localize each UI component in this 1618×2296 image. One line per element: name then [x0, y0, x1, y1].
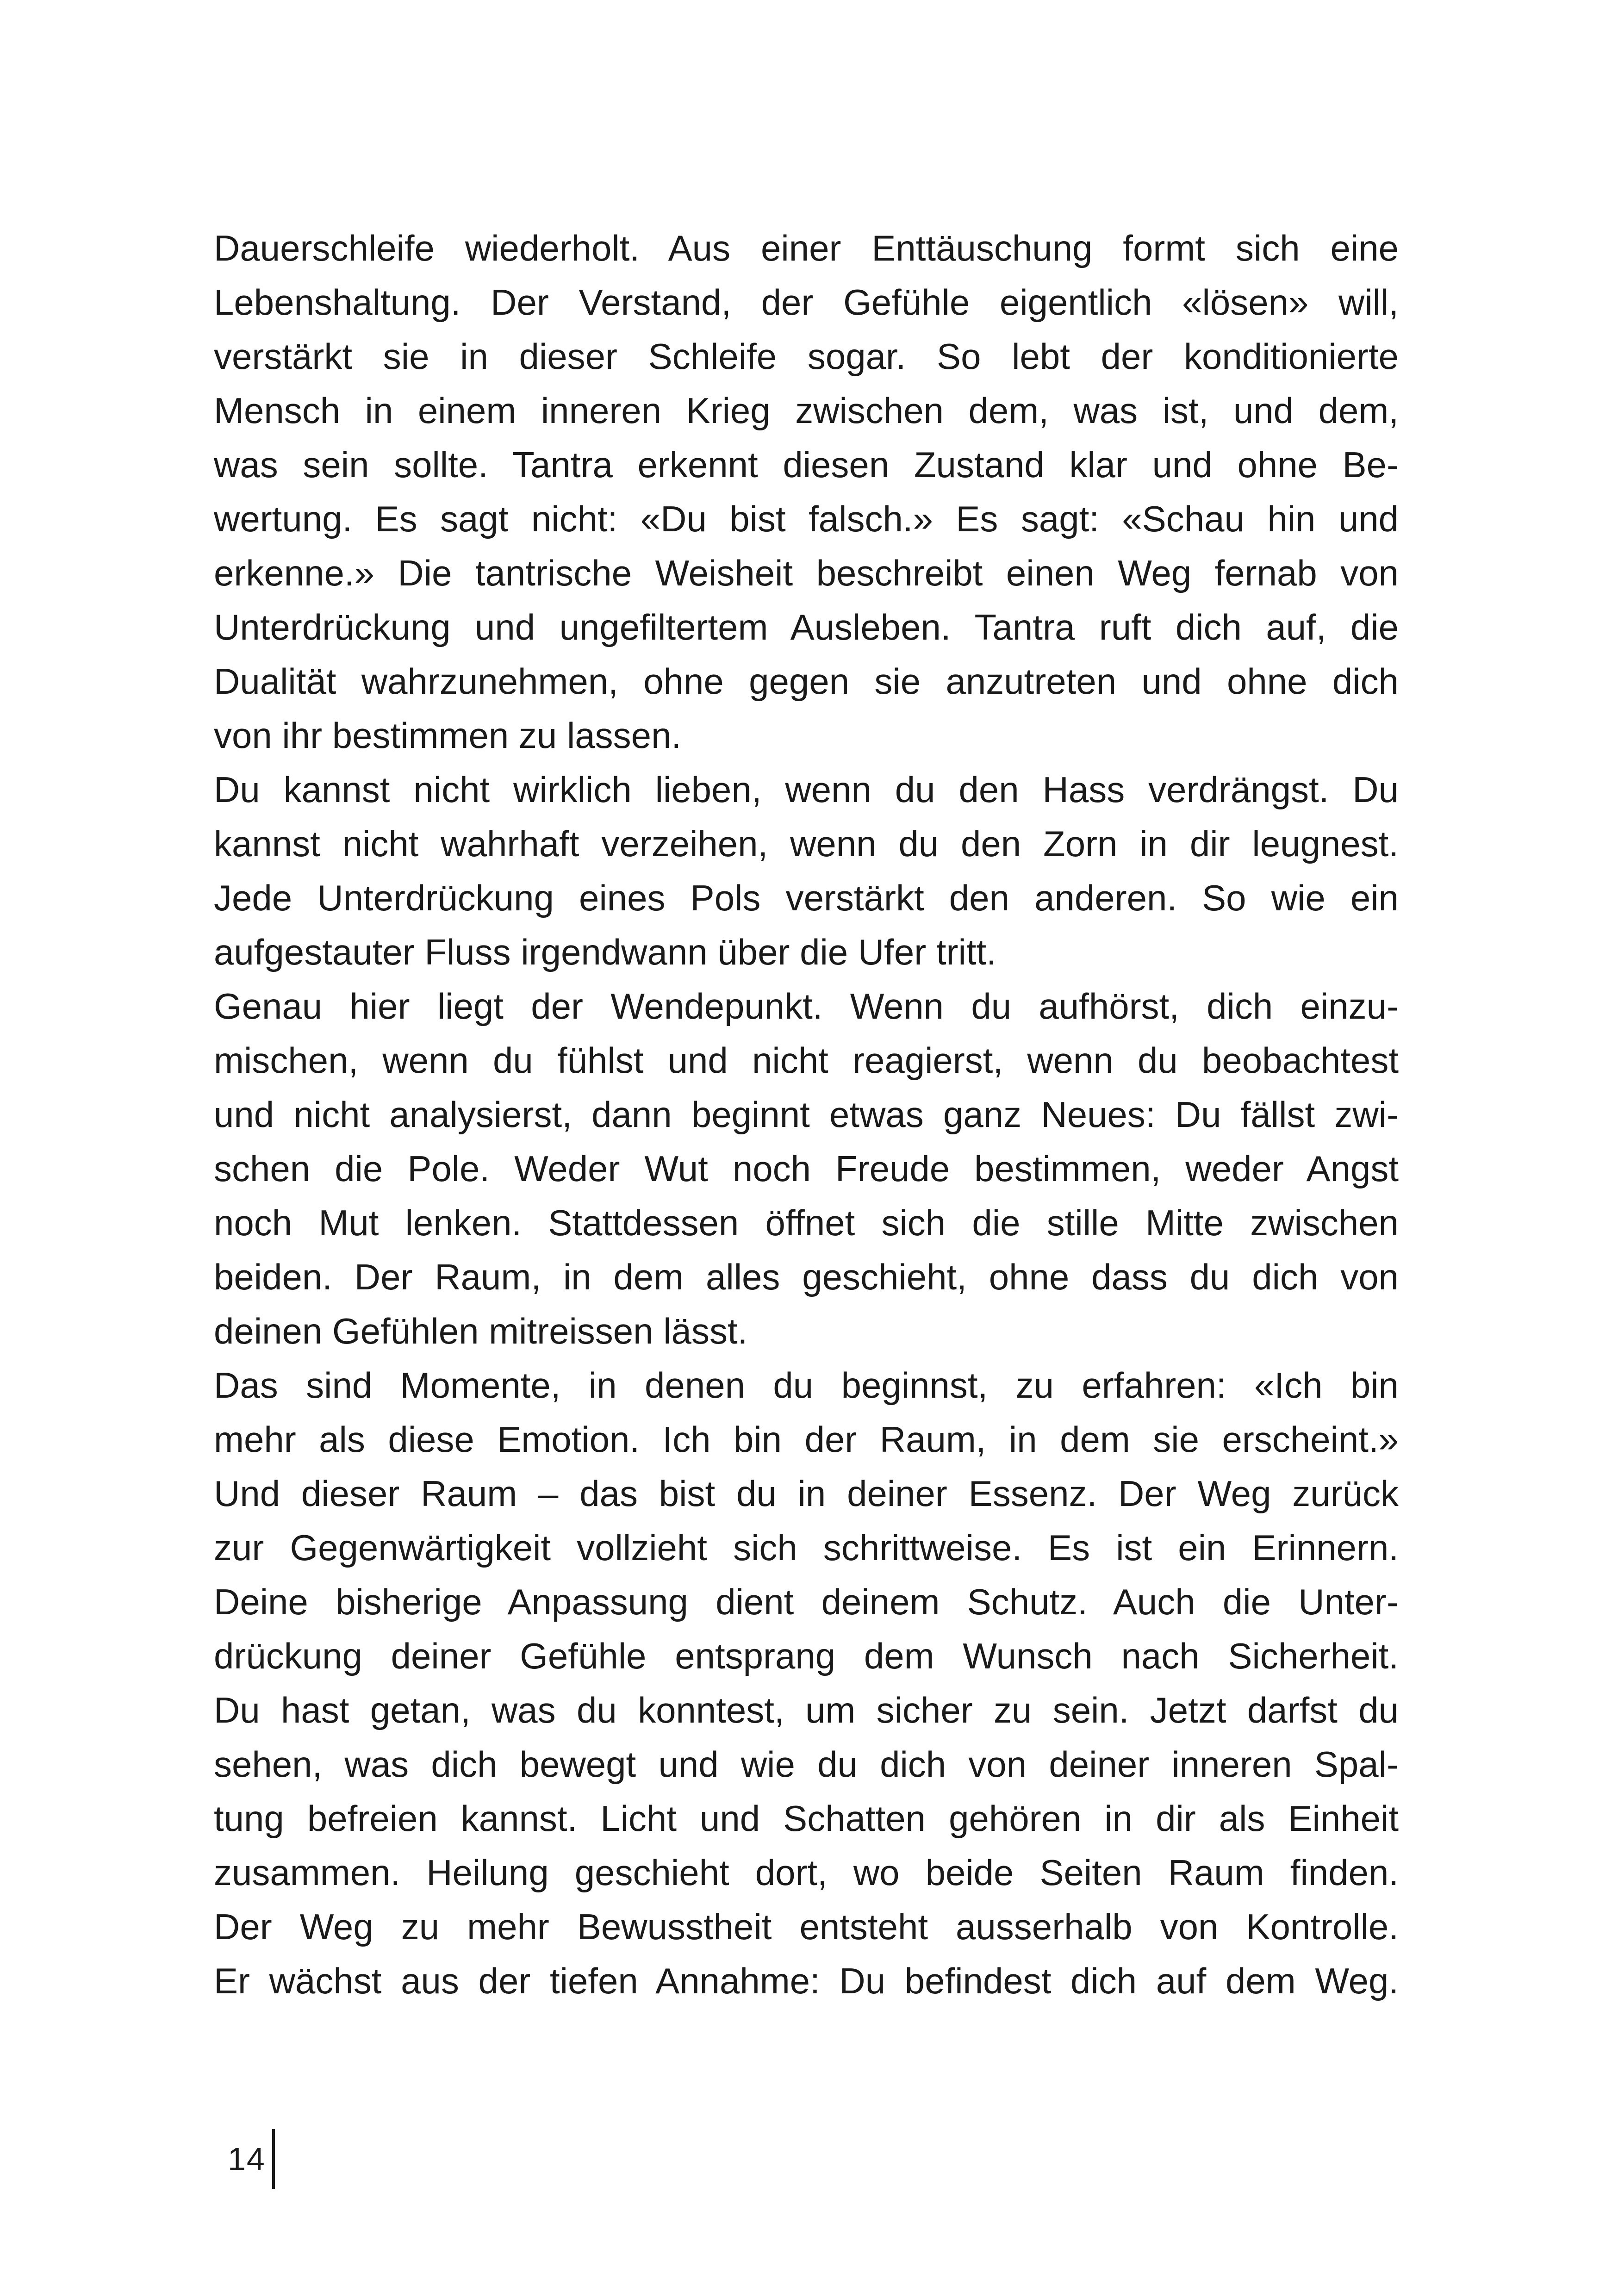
page-number: 14 [228, 2141, 266, 2177]
text-line: Der Weg zu mehr Bewusstheit entsteht ausserhalb von Kontrolle. [214, 1906, 1399, 1947]
paragraph-3 [214, 979, 1399, 1358]
text-line: drückung deiner Gefühle entsprang dem Wunsch nach Sicherheit. [214, 1636, 1399, 1676]
text-line: Das sind Momente, in denen du beginnst, zu erfahren: «Ich bin [214, 1365, 1399, 1406]
text-line: mehr als diese Emotion. Ich bin der Raum, in dem sie erscheint.» [214, 1419, 1399, 1460]
text-line: Und dieser Raum – das bist du in deiner Essenz. Der Weg zurück [214, 1473, 1399, 1514]
text-line: tung befreien kannst. Licht und Schatten gehören in dir als Einheit [214, 1798, 1399, 1839]
text-line: noch Mut lenken. Stattdessen öffnet sich die stille Mitte zwischen [214, 1202, 1399, 1243]
text-line: zur Gegenwärtigkeit vollzieht sich schrittweise. Es ist ein Erinnern. [214, 1527, 1399, 1568]
text-line: beiden. Der Raum, in dem alles geschieht, ohne dass du dich von [214, 1257, 1399, 1297]
text-line: Deine bisherige Anpassung dient deinem Schutz. Auch die Unter- [214, 1581, 1399, 1622]
text-line: Du kannst nicht wirklich lieben, wenn du den Hass verdrängst. Du [214, 769, 1399, 810]
text-line: schen die Pole. Weder Wut noch Freude bestimmen, weder Angst [214, 1148, 1399, 1189]
page-number-rule [272, 2129, 275, 2189]
paragraph-4 [214, 1358, 1399, 2008]
text-line: verstärkt sie in dieser Schleife sogar. So lebt der konditionierte [214, 336, 1399, 377]
text-line: Genau hier liegt der Wendepunkt. Wenn du aufhörst, dich einzu- [214, 986, 1399, 1027]
paragraph-1 [214, 221, 1399, 763]
text-line: und nicht analysierst, dann beginnt etwas ganz Neues: Du fällst zwi- [214, 1094, 1399, 1135]
paragraph-2 [214, 763, 1399, 979]
text-line: Er wächst aus der tiefen Annahme: Du befindest dich auf dem Weg. [214, 1960, 1399, 2001]
text-line: erkenne.» Die tantrische Weisheit beschreibt einen Weg fernab von [214, 553, 1399, 593]
text-line: mischen, wenn du fühlst und nicht reagierst, wenn du beobachtest [214, 1040, 1399, 1081]
text-line: Mensch in einem inneren Krieg zwischen dem, was ist, und dem, [214, 390, 1399, 431]
body-text [214, 221, 1399, 2008]
page-footer [228, 2129, 275, 2189]
text-line: sehen, was dich bewegt und wie du dich von deiner inneren Spal- [214, 1744, 1399, 1785]
text-line: was sein sollte. Tantra erkennt diesen Zustand klar und ohne Be- [214, 444, 1399, 485]
text-line: Du hast getan, was du konntest, um sicher zu sein. Jetzt darfst du [214, 1690, 1399, 1730]
text-line: wertung. Es sagt nicht: «Du bist falsch.» Es sagt: «Schau hin und [214, 498, 1399, 539]
text-line: aufgestauter Fluss irgendwann über die Ufer tritt. [214, 932, 996, 972]
text-line: Unterdrückung und ungefiltertem Ausleben. Tantra ruft dich auf, die [214, 607, 1399, 647]
text-line: deinen Gefühlen mitreissen lässt. [214, 1311, 748, 1351]
text-line: zusammen. Heilung geschieht dort, wo beide Seiten Raum finden. [214, 1852, 1399, 1893]
text-line: Jede Unterdrückung eines Pols verstärkt den anderen. So wie ein [214, 877, 1399, 918]
text-line: Lebenshaltung. Der Verstand, der Gefühle eigentlich «lösen» will, [214, 282, 1399, 323]
text-line: Dualität wahrzunehmen, ohne gegen sie anzutreten und ohne dich [214, 661, 1399, 702]
text-line: von ihr bestimmen zu lassen. [214, 715, 682, 756]
text-line: kannst nicht wahrhaft verzeihen, wenn du den Zorn in dir leugnest. [214, 823, 1399, 864]
text-line: Dauerschleife wiederholt. Aus einer Enttäuschung formt sich eine [214, 228, 1399, 268]
